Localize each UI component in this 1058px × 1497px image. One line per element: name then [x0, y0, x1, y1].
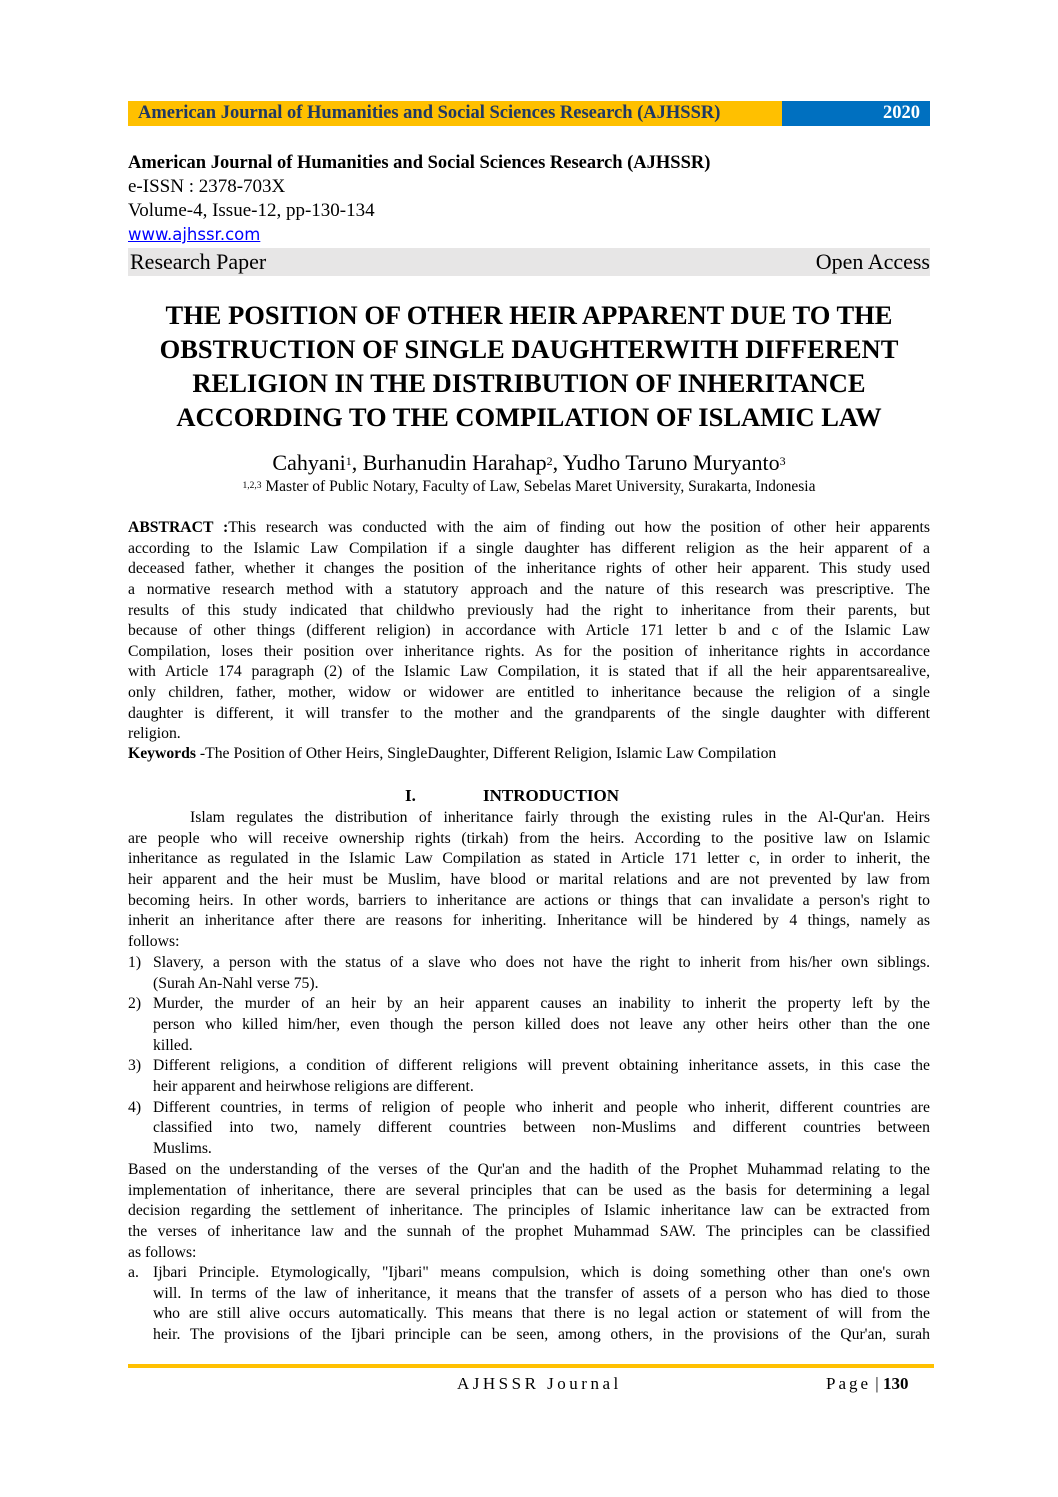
abstract-line: religion. [128, 725, 181, 743]
intro-line: Islam regulates the distribution of inheritance fairly through the existing rules in the Al-Qur'an. Heirs [190, 809, 930, 826]
list-item-number: 2) [128, 995, 142, 1013]
list-item-line: Ijbari Principle. Etymologically, "Ijbari" means compulsion, which is doing something other than one's own [153, 1264, 930, 1281]
open-access-label: Open Access [815, 249, 930, 274]
principles-line: Based on the understanding of the verses of the Qur'an and the hadith of the Prophet Muhammad relating to the [128, 1161, 930, 1178]
header-journal-band: American Journal of Humanities and Social Sciences Research (AJHSSR) [128, 101, 782, 126]
principles-line: implementation of inheritance, there are several principles that can be used as the basis for determining a legal [128, 1181, 930, 1199]
title-line: ACCORDING TO THE COMPILATION OF ISLAMIC LAW [176, 402, 882, 432]
footer-rule [128, 1364, 934, 1368]
journal-url-link[interactable]: www.ajhssr.com [128, 225, 261, 244]
list-item-line: Murder, the murder of an heir by an heir apparent causes an inability to inherit the property left by the [153, 995, 930, 1013]
list-item-line: Muslims. [153, 1139, 212, 1157]
affiliation [128, 477, 930, 497]
abstract-label: ABSTRACT : [128, 519, 229, 536]
header-year-band: 2020 [782, 101, 930, 126]
list-item-line: killed. [153, 1036, 193, 1054]
abstract [128, 518, 930, 745]
list-item-line: who are still alive occurs automatically. This means that there is no legal action or statement of will from the [153, 1305, 930, 1323]
principles-line: decision regarding the settlement of inheritance. The principles of Islamic inheritance law can be extracted from [128, 1202, 930, 1220]
abstract-line: a normative research method with a statutory approach and the nature of this research was prescriptive. The [128, 580, 930, 598]
abstract-line: only children, father, mother, widow or widower are entitled to inheritance because the religion of a single [128, 684, 930, 702]
author-list: Cahyani$^1$, Burhanudin Harahap$^2$, Yudho Taruno Muryanto$^3$ [272, 450, 786, 475]
list-item-line: classified into two, namely different countries between non-Muslims and different countries between [153, 1119, 930, 1137]
affiliation-text: Master of Public Notary, Faculty of Law, Sebelas Maret University, Surakarta, Indonesia [261, 478, 816, 495]
journal-title: American Journal of Humanities and Social Sciences Research (AJHSSR) [128, 153, 711, 173]
page-label: Page [826, 1374, 872, 1393]
keywords [128, 744, 930, 764]
principles-line: the verses of inheritance law and the sunnah of the prophet Muhammad SAW. The principles can be classified [128, 1222, 930, 1240]
list-item-number: 4) [128, 1098, 142, 1116]
author-affil-mark: 3 [779, 454, 786, 468]
intro-line: heir apparent and the heir must be Muslim, have blood or marital relations and are not prevented by law from [128, 870, 930, 888]
intro-line: are people who will receive ownership rights (tirkah) from the heirs. According to the positive law on Islamic [128, 829, 930, 847]
abstract-line: ABSTRACT :This research was conducted with the aim of finding out how the position of other heir apparents [128, 519, 930, 536]
principles-paragraph [128, 1160, 930, 1263]
page-number: 130 [882, 1374, 909, 1393]
list-item-line: Different countries, in terms of religion of people who inherit and people who inherit, different countries are [153, 1098, 930, 1116]
author-affil-mark: 1 [345, 454, 352, 468]
author-name: Cahyani [272, 450, 346, 475]
keywords-text: -The Position of Other Heirs, SingleDaughter, Different Religion, Islamic Law Compilation [195, 745, 777, 762]
footer-journal: AJHSSR Journal [457, 1374, 622, 1393]
principles-line: as follows: [128, 1243, 197, 1261]
list-item-line: heir apparent and heirwhose religions are different. [153, 1077, 474, 1095]
title-line: THE POSITION OF OTHER HEIR APPARENT DUE TO THE [165, 300, 893, 330]
affiliation-mark: 1,2,3 [242, 481, 262, 491]
author-name: Burhanudin Harahap [362, 450, 547, 475]
intro-line: inheritance as regulated in the Islamic Law Compilation as stated in Article 171 letter c, in order to inherit, the [128, 850, 930, 868]
author-affil-mark: 2 [546, 454, 553, 468]
keywords-label: Keywords [128, 745, 196, 762]
list-item-line: Slavery, a person with the status of a slave who does not have the right to inherit from his/her own siblings. [153, 954, 930, 971]
journal-issn: e-ISSN : 2378-703X [128, 176, 286, 197]
abstract-line: daughter is different, it will transfer to the mother and the grandparents of the single daughter with different [128, 704, 930, 722]
list-item-line: heir. The provisions of the Ijbari principle can be seen, among others, in the provisions of the Qur'an, surah [153, 1325, 930, 1343]
intro-line: follows: [128, 932, 180, 950]
abstract-line: results of this study indicated that childwho previously had the right to inheritance from their parents, but [128, 601, 930, 619]
abstract-line: deceased father, whether it changes the position of the inheritance rights of other heir apparent. This study used [128, 560, 930, 578]
list-item-number: 1) [128, 954, 142, 971]
list-item-line: person who killed him/her, even though the person killed does not leave any other heirs other than the one [153, 1015, 930, 1033]
list-item-line: Different religions, a condition of different religions will prevent obtaining inheritance assets, in this case the [153, 1057, 930, 1075]
footer-page [826, 1373, 908, 1395]
list-item-line: (Surah An-Nahl verse 75). [153, 974, 319, 992]
abstract-line: because of other things (different religion) in accordance with Article 171 letter b and c of the Islamic Law [128, 622, 930, 640]
list-item-line: will. In terms of the law of inheritance, it means that the transfer of assets of a person who has died to those [153, 1284, 930, 1302]
intro-paragraph [128, 808, 930, 952]
title-line: OBSTRUCTION OF SINGLE DAUGHTERWITH DIFFERENT [159, 334, 899, 364]
list-item-number: 3) [128, 1057, 142, 1075]
section-title: INTRODUCTION [483, 786, 620, 805]
section-number: I. [405, 786, 416, 805]
intro-line: inherit an inheritance after there are reasons for inheriting. Inheritance will be hindered by 4 things, namely as [128, 912, 930, 930]
abstract-line: with Article 174 paragraph (2) of the Islamic Law Compilation, it is stated that if all the heir apparentsarealive, [128, 663, 930, 681]
page-separator: | [871, 1374, 883, 1393]
abstract-line: Compilation, loses their position over inheritance rights. As for the position of inheritance rights in accordance [128, 642, 930, 660]
author-name: Yudho Taruno Muryanto [562, 450, 780, 475]
title-line: RELIGION IN THE DISTRIBUTION OF INHERITANCE [192, 368, 866, 398]
abstract-line: according to the Islamic Law Compilation if a single daughter has different religion as the heir apparent of a [128, 539, 930, 557]
journal-volume: Volume-4, Issue-12, pp-130-134 [128, 200, 375, 221]
intro-line: becoming heirs. In other words, barriers to inheritance are actions or things that can invalidate a person's right to [128, 891, 930, 909]
paper-title [120, 298, 938, 434]
paper-type-label: Research Paper [130, 249, 267, 274]
list-item-number: a. [128, 1264, 139, 1281]
